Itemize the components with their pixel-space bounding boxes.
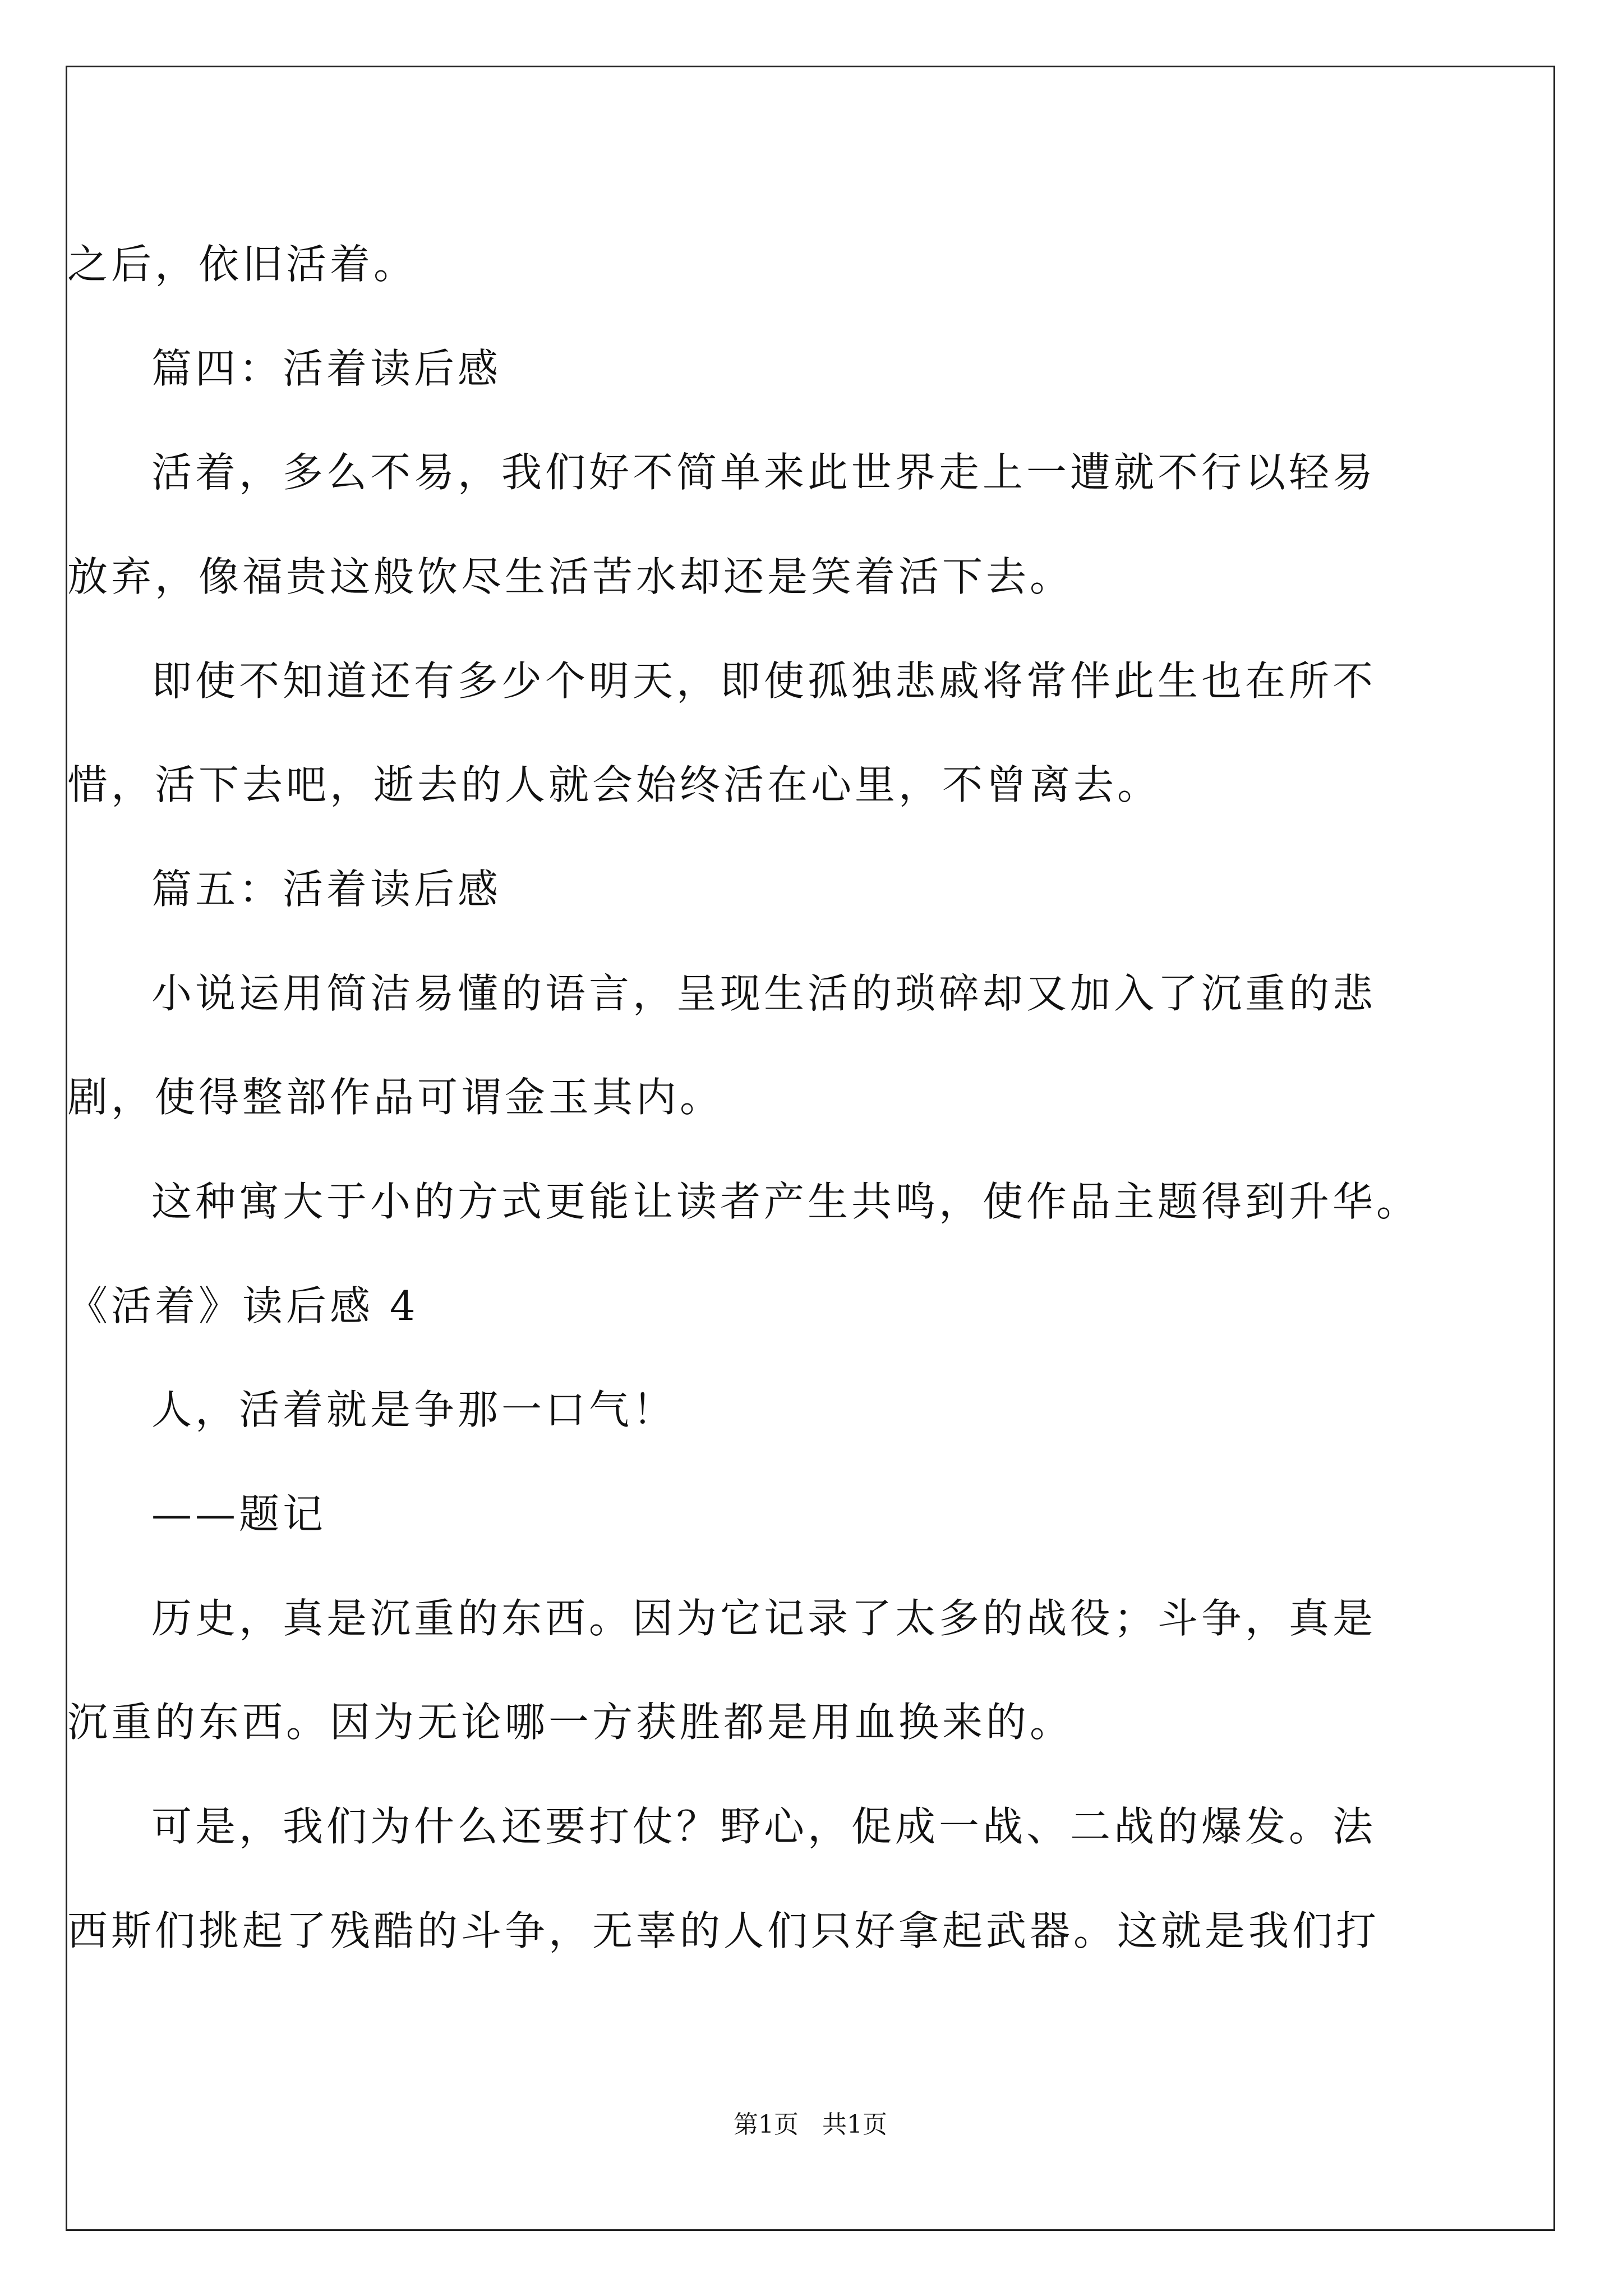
text-line: 沉重的东西。因为无论哪一方获胜都是用血换来的。 [67,1699,1074,1746]
text-line: 即使不知道还有多少个明天，即使孤独悲戚将常伴此生也在所不 [151,657,1377,705]
section-heading: 篇五：活着读后感 [151,866,502,913]
text-line: 这种寓大于小的方式更能让读者产生共鸣，使作品主题得到升华。 [151,1178,1421,1225]
text-line: 活着，多么不易，我们好不简单来此世界走上一遭就不行以轻易 [151,449,1377,496]
text-line: 历史，真是沉重的东西。因为它记录了太多的战役；斗争，真是 [151,1595,1377,1642]
text-line: 惜，活下去吧，逝去的人就会始终活在心里，不曾离去。 [67,761,1161,808]
section-heading: 篇四：活着读后感 [151,345,502,392]
section-heading: 《活着》读后感 4 [67,1282,419,1329]
text-line: 之后，依旧活着。 [67,241,418,288]
text-line: 剧，使得整部作品可谓金玉其内。 [67,1074,724,1121]
text-line: 人，活着就是争那一口气！ [151,1386,677,1433]
text-line: 小说运用简洁易懂的语言，呈现生活的琐碎却又加入了沉重的悲 [151,970,1377,1017]
text-line: ——题记 [151,1490,327,1538]
text-line: 可是，我们为什么还要打仗？野心，促成一战、二战的爆发。法 [151,1803,1377,1850]
text-line: 放弃，像福贵这般饮尽生活苦水却还是笑着活下去。 [67,553,1074,600]
text-line: 西斯们挑起了残酷的斗争，无辜的人们只好拿起武器。这就是我们打 [67,1907,1380,1954]
page-frame [66,66,1555,2231]
page-number-footer: 第1页 共1页 [734,2110,887,2139]
